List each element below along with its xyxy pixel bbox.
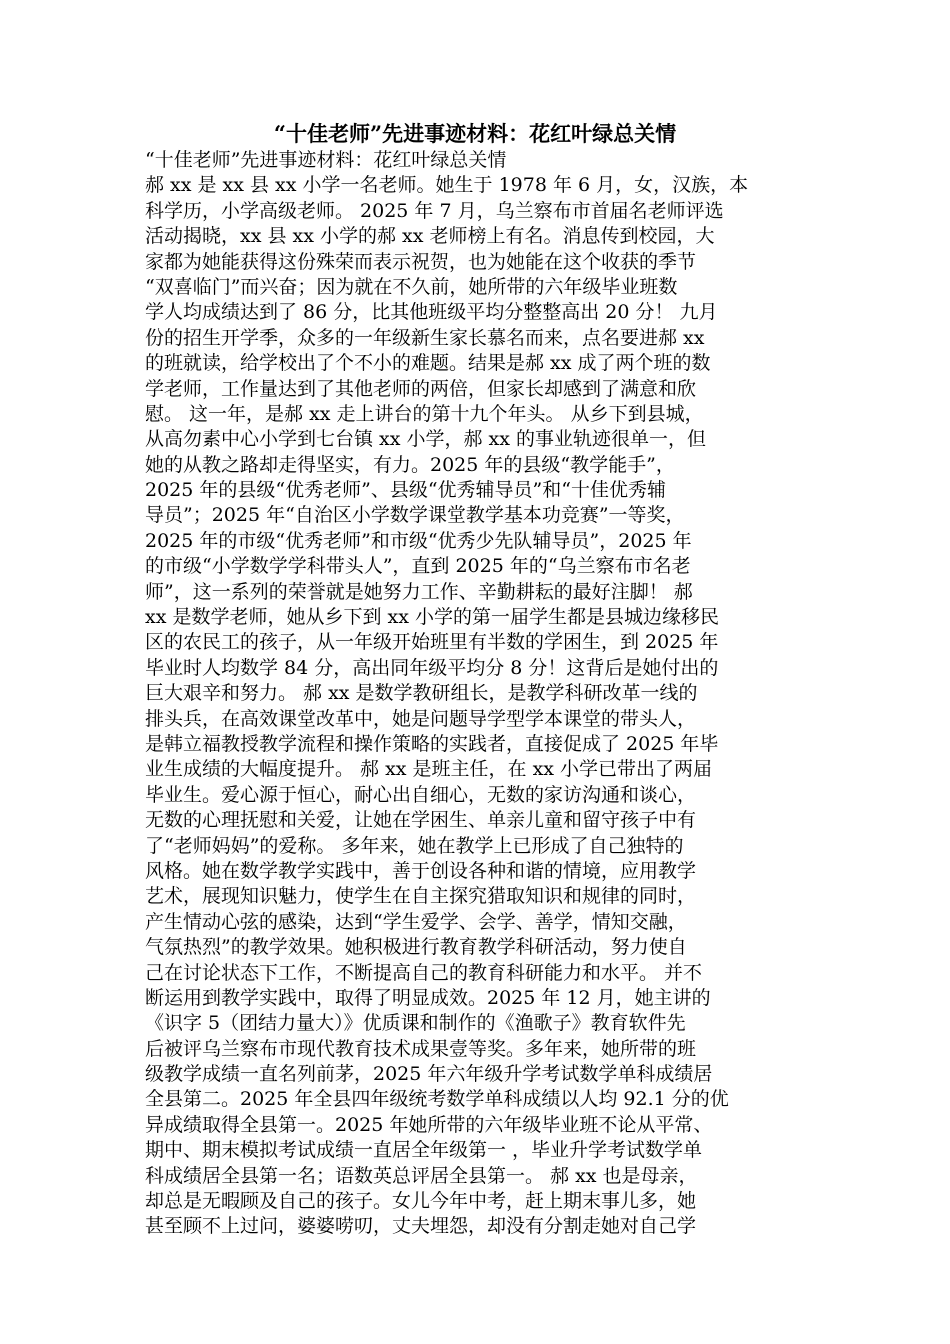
- paragraph-line: 产生情动心弦的感染，达到“学生爱学、会学、善学，情知交融，: [145, 910, 687, 933]
- document-body: [145, 148, 825, 1240]
- paragraph-line: 风格。她在数学教学实践中，善于创设各种和谐的情境，应用教学: [145, 859, 697, 882]
- paragraph-line: 巨大艰辛和努力。 郝 xx 是数学教研组长，是教学科研改革一线的: [145, 682, 698, 705]
- paragraph-line: “双喜临门”而兴奋；因为就在不久前，她所带的六年级毕业班数: [145, 275, 678, 298]
- paragraph-line: 毕业生。爱心源于恒心，耐心出自细心，无数的家访沟通和谈心，: [145, 783, 697, 806]
- paragraph-line: 活动揭晓，xx 县 xx 小学的郝 xx 老师榜上有名。消息传到校园，大: [145, 225, 715, 248]
- paragraph-line: 了“老师妈妈”的爱称。 多年来，她在教学上已形成了自己独特的: [145, 834, 684, 857]
- paragraph-line: 己在讨论状态下工作，不断提高自己的教育科研能力和水平。 并不: [145, 961, 703, 984]
- paragraph-line: 学老师，工作量达到了其他老师的两倍，但家长却感到了满意和欣: [145, 377, 697, 400]
- paragraph-line: 学人均成绩达到了 86 分，比其他班级平均分整整高出 20 分！ 九月: [145, 301, 718, 324]
- paragraph-line: 期中、期末模拟考试成绩一直居全年级第一 ，毕业升学考试数学单: [145, 1139, 703, 1162]
- paragraph-line: 后被评乌兰察布市现代教育技术成果壹等奖。多年来，她所带的班: [145, 1037, 697, 1060]
- paragraph-line: 业生成绩的大幅度提升。 郝 xx 是班主任，在 xx 小学已带出了两届: [145, 758, 713, 781]
- paragraph-line: 排头兵，在高效课堂改革中，她是问题导学型学本课堂的带头人，: [145, 707, 697, 730]
- paragraph-line: 家都为她能获得这份殊荣而表示祝贺，也为她能在这个收获的季节: [145, 250, 697, 273]
- paragraph-line: 的市级“小学数学学科带头人”，直到 2025 年的“乌兰察布市名老: [145, 555, 691, 578]
- paragraph-line: 无数的心理抚慰和关爱，让她在学困生、单亲儿童和留守孩子中有: [145, 809, 697, 832]
- paragraph-line: 甚至顾不上过问，婆婆唠叨，丈夫埋怨，却没有分割走她对自己学: [145, 1215, 697, 1238]
- paragraph-line: 区的农民工的孩子，从一年级开始班里有半数的学困生，到 2025 年: [145, 631, 719, 654]
- paragraph-line: 是韩立福教授教学流程和操作策略的实践者，直接促成了 2025 年毕: [145, 732, 719, 755]
- paragraph-line: 的班就读，给学校出了个不小的难题。结果是郝 xx 成了两个班的数: [145, 352, 711, 375]
- paragraph-line: 艺术，展现知识魅力，使学生在自主探究猎取知识和规律的同时，: [145, 885, 697, 908]
- paragraph-line: 异成绩取得全县第一。2025 年她所带的六年级毕业班不论从平常、: [145, 1113, 713, 1136]
- paragraph-line: 郝 xx 是 xx 县 xx 小学一名老师。她生于 1978 年 6 月，女，汉族，本: [145, 174, 749, 197]
- paragraph-line: 2025 年的市级“优秀老师”和市级“优秀少先队辅导员”，2025 年: [145, 529, 692, 552]
- paragraph-line: xx 是数学老师，她从乡下到 xx 小学的第一届学生都是县城边缘移民: [145, 606, 719, 629]
- document-title: “十佳老师”先进事迹材料：花红叶绿总关情: [273, 121, 677, 146]
- paragraph-line: 从高勿素中心小学到七台镇 xx 小学，郝 xx 的事业轨迹很单一，但: [145, 428, 707, 451]
- paragraph-line: 导员”；2025 年“自治区小学数学课堂教学基本功竞赛”一等奖，: [145, 504, 685, 527]
- document-subtitle-line: “十佳老师”先进事迹材料：花红叶绿总关情: [145, 149, 507, 171]
- paragraph-line: 2025 年的县级“优秀老师”、县级“优秀辅导员”和“十佳优秀辅: [145, 479, 666, 502]
- paragraph-line: 她的从教之路却走得坚实，有力。2025 年的县级“教学能手”，: [145, 453, 675, 476]
- paragraph-line: 断运用到教学实践中，取得了明显成效。2025 年 12 月，她主讲的: [145, 986, 711, 1009]
- paragraph-line: 份的招生开学季，众多的一年级新生家长慕名而来，点名要进郝 xx: [145, 326, 705, 349]
- paragraph-line: 《识字 5（团结力量大）》优质课和制作的《渔歌子》教育软件先: [145, 1012, 686, 1035]
- paragraph-line: 毕业时人均数学 84 分，高出同年级平均分 8 分！这背后是她付出的: [145, 656, 719, 679]
- paragraph-line: 慰。 这一年，是郝 xx 走上讲台的第十九个年头。 从乡下到县城，: [145, 402, 704, 425]
- paragraph-line: 气氛热烈”的教学效果。她积极进行教育教学科研活动，努力使自: [145, 936, 687, 959]
- paragraph-line: 师”，这一系列的荣誉就是她努力工作、辛勤耕耘的最好注脚！ 郝: [145, 580, 693, 603]
- paragraph-line: 却总是无暇顾及自己的孩子。女儿今年中考，赶上期末事儿多，她: [145, 1190, 697, 1213]
- paragraph-line: 科成绩居全县第一名；语数英总评居全县第一。 郝 xx 也是母亲，: [145, 1164, 698, 1187]
- paragraph-line: 科学历，小学高级老师。 2025 年 7 月，乌兰察布市首届名老师评选: [145, 199, 724, 222]
- paragraph-line: 全县第二。2025 年全县四年级统考数学单科成绩以人均 92.1 分的优: [145, 1088, 729, 1111]
- paragraph-line: 级教学成绩一直名列前茅，2025 年六年级升学考试数学单科成绩居: [145, 1063, 713, 1086]
